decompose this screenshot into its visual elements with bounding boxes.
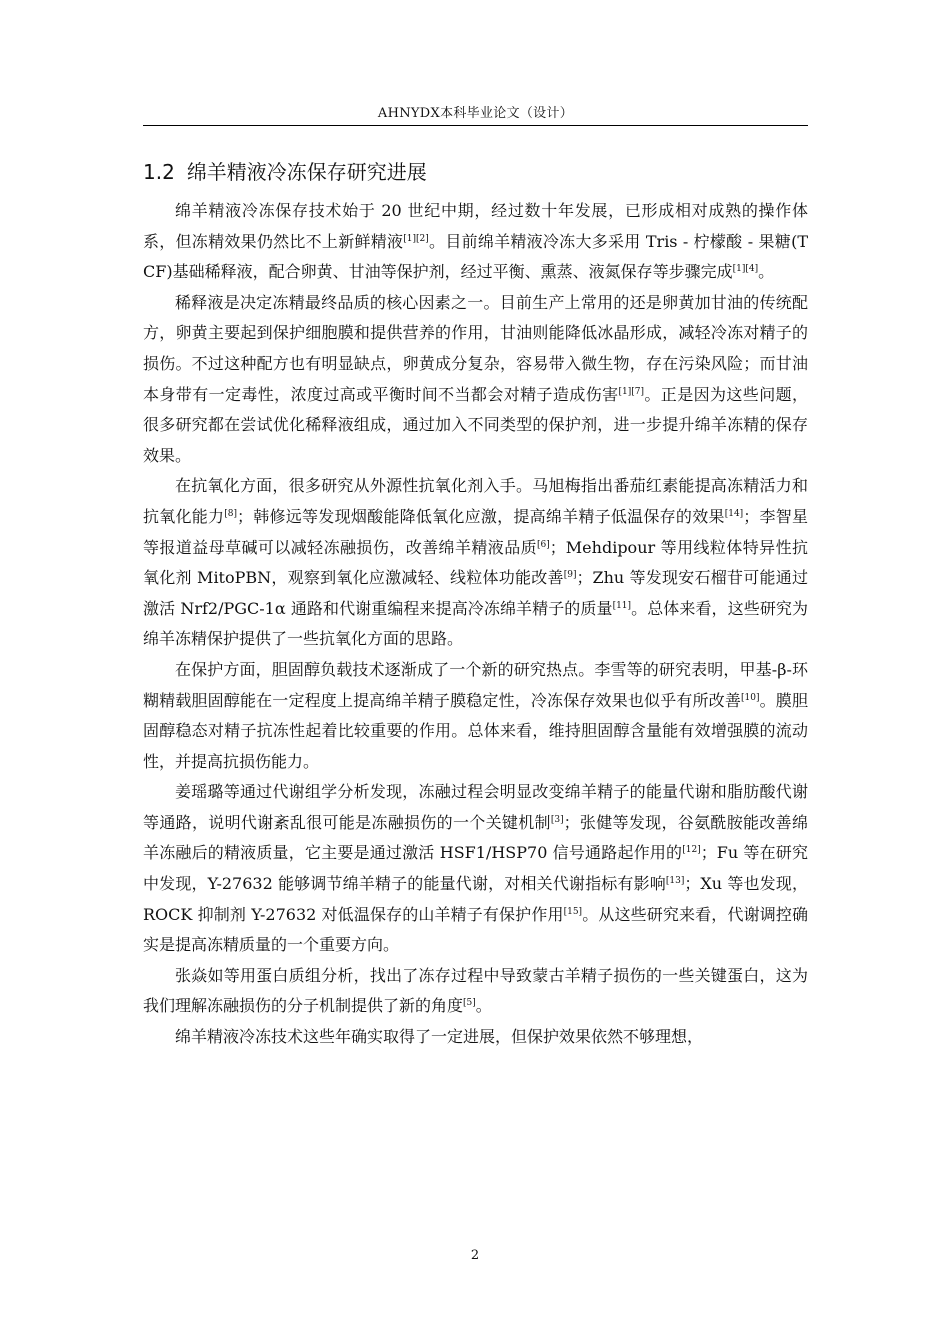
paragraph bbox=[143, 288, 808, 472]
paragraph-text: ；韩修远等发现烟酸能降低氧化应激，提高绵羊精子低温保存的效果 bbox=[237, 506, 725, 526]
paragraph-text: 。目前绵羊精液冷冻大多采用 Tris - 柠檬酸 - 果糖(TCF)基础稀释液，配合卵黄、甘油等保护剂，经过平衡、熏蒸、液氮保存等步骤完成 bbox=[143, 231, 808, 282]
citation-ref: [3] bbox=[550, 814, 564, 825]
paragraph-text: 。从这些研究来看，代谢调控确实是提高冻精质量的一个重要方向。 bbox=[143, 904, 808, 955]
citation-ref: [1][2] bbox=[403, 233, 429, 244]
citation-ref: [14] bbox=[724, 508, 744, 519]
paragraph-text: ；Xu 等也发现，ROCK 抑制剂 Y-27632 对低温保存的山羊精子有保护作用 bbox=[143, 874, 808, 924]
paragraph-text: 姜瑶璐等通过代谢组学分析发现，冻融过程会明显改变绵羊精子的能量代谢和脂肪酸代谢等通路，说明代谢紊乱很可能是冻融损伤的一个关键机制 bbox=[143, 782, 808, 832]
section-title: 绵羊精液冷冻保存研究进展 bbox=[186, 160, 427, 184]
citation-ref: [1][4] bbox=[732, 264, 759, 275]
citation-ref: [15] bbox=[563, 906, 583, 917]
section-heading bbox=[143, 158, 427, 186]
citation-ref: [8] bbox=[224, 508, 238, 519]
paragraph-text: 。 bbox=[475, 996, 492, 1016]
paragraph-text: 。 bbox=[758, 262, 775, 282]
citation-ref: [11] bbox=[612, 600, 632, 611]
paragraph-text: ；Mehdipour 等用线粒体特异性抗氧化剂 MitoPBN，观察到氧化应激减轻、线粒体功能改善 bbox=[143, 537, 808, 588]
paragraph bbox=[143, 655, 808, 777]
paragraph-text: 绵羊精液冷冻技术这些年确实取得了一定进展，但保护效果依然不够理想， bbox=[175, 1027, 704, 1047]
citation-ref: [9] bbox=[563, 570, 577, 581]
paragraph-text: 。总体来看，这些研究为绵羊冻精保护提供了一些抗氧化方面的思路。 bbox=[143, 598, 808, 649]
paragraph bbox=[143, 471, 808, 655]
citation-ref: [10] bbox=[741, 692, 760, 703]
citation-ref: [1][7] bbox=[618, 386, 645, 397]
body-text bbox=[143, 196, 808, 1053]
page-number: 2 bbox=[470, 1248, 480, 1263]
paragraph-text: ；张健等发现，谷氨酰胺能改善绵羊冻融后的精液质量，它主要是通过激活 HSF1/HSP70 信号通路起作用的 bbox=[143, 812, 808, 863]
citation-ref: [5] bbox=[463, 998, 476, 1009]
paragraph bbox=[143, 1022, 808, 1053]
paragraph-text: 绵羊精液冷冻保存技术始于 20 世纪中期，经过数十年发展，已形成相对成熟的操作体系，但冻精效果仍然比不上新鲜精液 bbox=[143, 201, 808, 251]
paragraph-text: 在保护方面，胆固醇负载技术逐渐成了一个新的研究热点。李雪等的研究表明，甲基-β-环糊精载胆固醇能在一定程度上提高绵羊精子膜稳定性，冷冻保存效果也似乎有所改善 bbox=[143, 659, 808, 710]
paragraph-text: 稀释液是决定冻精最终品质的核心因素之一。目前生产上常用的还是卵黄加甘油的传统配方，卵黄主要起到保护细胞膜和提供营养的作用，甘油则能降低冰晶形成，减轻冷冻对精子的损伤。不过这种配方也有明显缺点，卵黄成分复杂，容易带入微生物，存在污染风险；而甘油本身带有一定毒性，浓度过高或平衡时间不当都会对精子造成伤害 bbox=[143, 292, 808, 404]
paragraph-text: ；李智星等报道益母草碱可以减轻冻融损伤，改善绵羊精液品质 bbox=[143, 506, 808, 557]
header-rule bbox=[143, 125, 808, 126]
paragraph-text: 。膜胆固醇稳态对精子抗冻性起着比较重要的作用。总体来看，维持胆固醇含量能有效增强膜的流动性，并提高抗损伤能力。 bbox=[143, 690, 808, 771]
paragraph-text: 张焱如等用蛋白质组分析，找出了冻存过程中导致蒙古羊精子损伤的一些关键蛋白，这为我们理解冻融损伤的分子机制提供了新的角度 bbox=[143, 965, 808, 1016]
paragraph-text: 。正是因为这些问题，很多研究都在尝试优化稀释液组成，通过加入不同类型的保护剂，进一步提升绵羊冻精的保存效果。 bbox=[143, 384, 808, 465]
section-number: 1.2 bbox=[143, 160, 175, 184]
citation-ref: [6] bbox=[537, 539, 550, 550]
paragraph bbox=[143, 961, 808, 1022]
paragraph bbox=[143, 196, 808, 288]
paragraph-text: 在抗氧化方面，很多研究从外源性抗氧化剂入手。马旭梅指出番茄红素能提高冻精活力和抗氧化能力 bbox=[143, 476, 808, 526]
paragraph-text: ；Zhu 等发现安石榴苷可能通过激活 Nrf2/PGC-1α 通路和代谢重编程来提高冷冻绵羊精子的质量 bbox=[143, 568, 808, 618]
paragraph-text: ；Fu 等在研究中发现，Y-27632 能够调节绵羊精子的能量代谢，对相关代谢指标有影响 bbox=[143, 843, 808, 894]
paragraph bbox=[143, 777, 808, 961]
citation-ref: [12] bbox=[682, 845, 701, 856]
citation-ref: [13] bbox=[665, 876, 685, 887]
running-header: AHNYDX本科毕业论文（设计） bbox=[377, 106, 574, 121]
